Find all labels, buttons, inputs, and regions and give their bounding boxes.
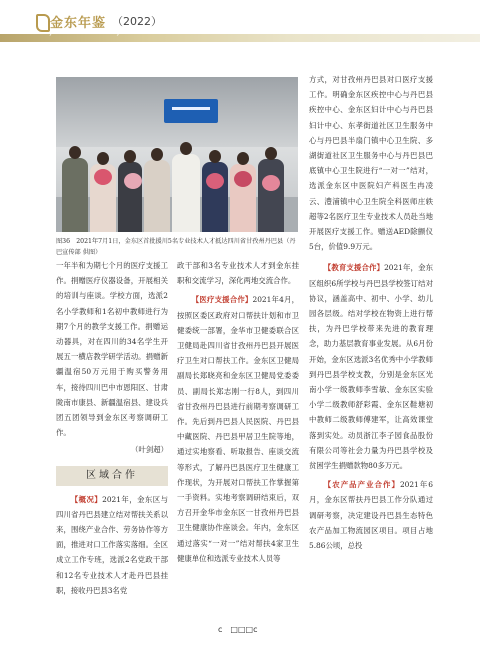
author-signature: （叶剑超） [131, 445, 168, 455]
right-paragraph-3: 2021年6月，金东区帮扶丹巴县工作分队通过调研考察，决定建设丹巴县生态特色农产品加工物流园区项目。项目占地5.86公顷，总投 [309, 480, 433, 551]
middle-paragraph-2: 2021年4月，按照区委区政府对口帮扶计划和市卫健委统一部署，金华市卫健委联合区卫健局赴四川省甘孜州丹巴县开展医疗卫生对口帮扶工作。金东区卫健局副局长郑晓亮和金东区卫健局党委委员、副局长郑志刚一行8人，到四川省甘孜州丹巴县进行前期考察调研工作。先后到丹巴县人民医院、丹巴县中藏医院、丹巴县甲居卫生院等地，通过实地察看、听取报告、座谈交流等形式，了解丹巴县医疗卫生健康工作现状，为开展对口帮扶工作掌握第一手资料。实地考察调研结束后，双方召开金华市金东区一甘孜州丹巴县卫生健康协作座谈会。年内，金东区通过落实“一对一”结对帮扶4家卫生健康单位和选派专业技术人员等 [177, 295, 299, 563]
left-paragraph-1: 一年半和为期七个月的医疗支援工作。捐赠医疗仪器设备，开展相关的培训与座谈。学校方面，选派2名小学教师和1名初中教师进行为期7个月的教学支援工作。捐赠运动器具，对在四川的34名学生开展五一横店教学研学活动。捐赠新疆温宿50万元用于购买警务用车，接待四川巴中市恩阳区、甘肃陇南市康县、新疆温宿县、建设兵团五团领导到金东区考察调研工作。 [56, 261, 168, 438]
section-title: 区域合作 [56, 466, 168, 486]
tag-agriculture: 【农产品产业合作】 [323, 480, 400, 490]
figure-caption: 图36 2021年7月1日，金东区首批援川5名专业技术人才抵达四川省甘孜州丹巴县（丹巴宣传部 供图） [56, 238, 296, 256]
yearbook-pinyin: JINDONG NIANJIAN [50, 29, 138, 36]
middle-column [177, 258, 299, 566]
middle-paragraph-1: 政干部和3名专业技术人才到金东挂职和交流学习，深化两地交流合作。 [177, 261, 299, 286]
station-sign [164, 99, 218, 123]
group-photo [56, 77, 298, 232]
tag-overview: 【概况】 [70, 494, 103, 504]
right-column [309, 72, 433, 553]
left-paragraph-2: 2021年，金东区与四川省丹巴县建立结对帮扶关系以来，围绕产业合作、劳务协作等方面，推进对口工作落实落细。全区成立工作专班，选派2名党政干部和12名专业技术人才赴丹巴县挂职，接收丹巴县3名党 [56, 494, 168, 595]
right-paragraph-2: 2021年，金东区组织6所学校与丹巴县学校签订结对协议，涵盖高中、初中、小学、幼儿园各层级。结对学校在物资上进行帮扶，为丹巴学校带来先进的教育理念，助力基层教育事业发展。从6月份开始，金东区选派3名优秀中小学教师到丹巴县学校支教，分别是金东区光南小学一级教师李雪敏、金东区实验小学二级教师舒彩霞、金东区鞋塘初中教师二级教师傅建军，让高效课堂落到实处。动员浙江李子园食品股份有限公司等社会力量为丹巴县学校及贫困学生捐赠款物80多万元。 [309, 263, 433, 471]
yearbook-logo-icon [36, 14, 50, 32]
tag-medical: 【医疗支援合作】 [191, 295, 253, 305]
left-column [56, 258, 168, 598]
yearbook-title: 金东年鉴 [50, 16, 107, 31]
right-paragraph-1: 方式，对甘孜州丹巴县对口医疗支援工作。明确金东区疾控中心与丹巴县疾控中心、金东区妇计中心与丹巴县妇计中心、东孝街道社区卫生服务中心与丹巴县半扇门镇中心卫生院、多湖街道社区卫生服务中心与丹巴县巴底镇中心卫生院进行“一对一”结对，选派金东区中医院妇产科医生冉凌云、澧浦镇中心卫生院全科医师庄轶超等2名医疗卫生专业技术人员赴当地开展医疗支援工作。赠送AED除颤仪5台，价值9.9万元。 [309, 75, 433, 252]
yearbook-year: （2022） [112, 15, 162, 28]
tag-education: 【教育支援合作】 [323, 263, 385, 273]
page-number: c □□□c [218, 625, 258, 634]
page-header [0, 0, 480, 50]
